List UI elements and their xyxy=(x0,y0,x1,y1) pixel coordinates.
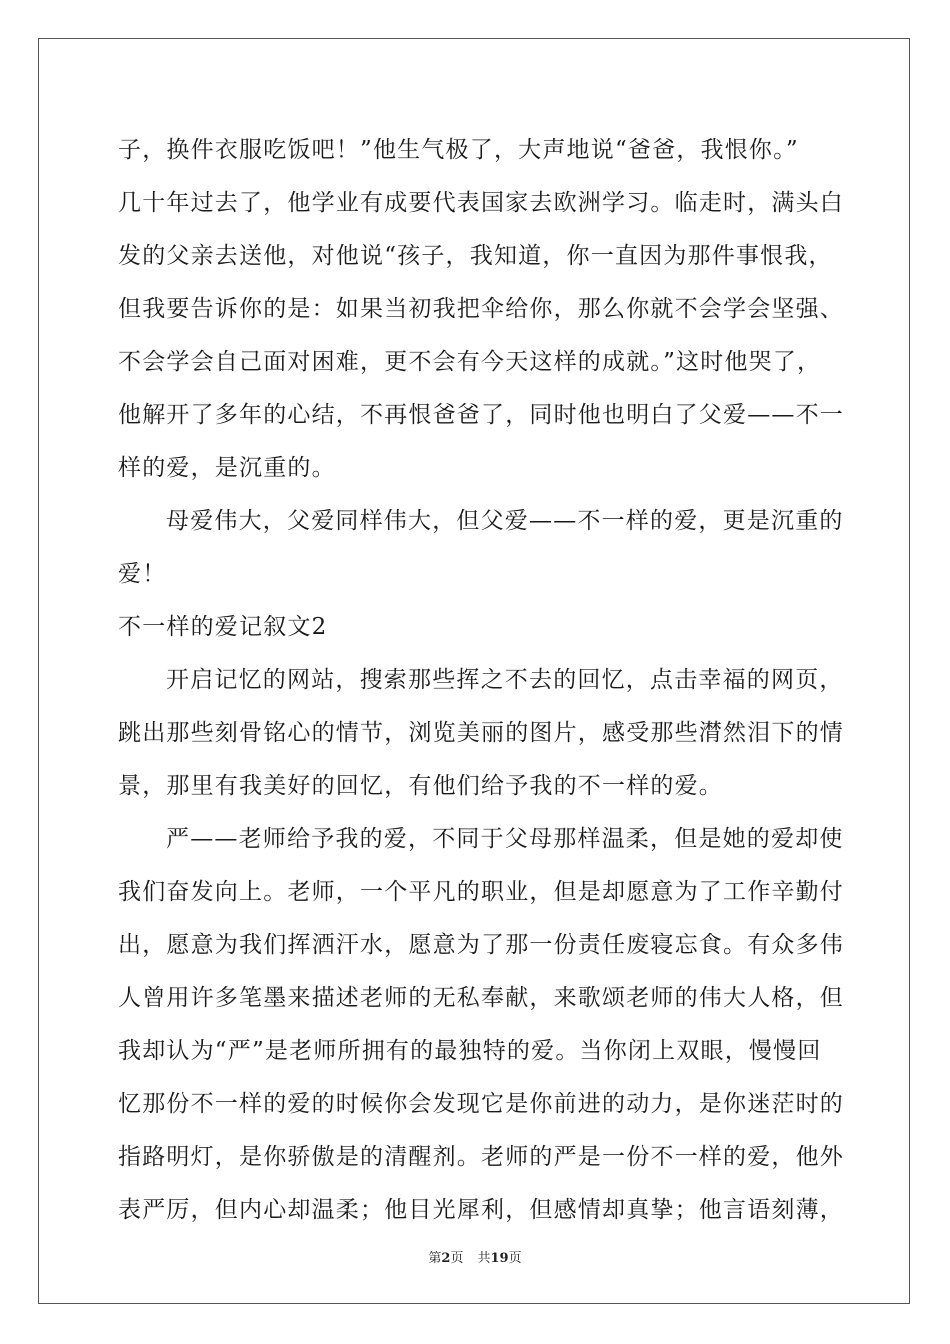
page-number: 2 xyxy=(441,1251,451,1266)
text-line: 人曾用许多笔墨来描述老师的无私奉献，来歌颂老师的伟大人格，但 xyxy=(118,985,844,1011)
text-line: 他解开了多年的心结，不再恨爸爸了，同时他也明白了父爱——不一 xyxy=(118,402,844,428)
text-line: 表严厉，但内心却温柔；他目光犀利，但感情却真挚；他言语刻薄， xyxy=(118,1197,844,1223)
text-line: 指路明灯，是你骄傲是的清醒剂。老师的严是一份不一样的爱，他外 xyxy=(118,1144,844,1170)
page-prefix: 第 xyxy=(428,1251,442,1266)
text-line: 景，那里有我美好的回忆，有他们给予我的不一样的爱。 xyxy=(118,773,723,799)
paragraph-start-line: 母爱伟大，父爱同样伟大，但父爱——不一样的爱，更是沉重的 xyxy=(166,508,844,534)
document-body xyxy=(118,124,844,1237)
text-line: 我们奋发向上。老师，一个平凡的职业，但是却愿意为了工作辛勤付 xyxy=(118,879,844,905)
text-line: 发的父亲去送他，对他说“孩子，我知道，你一直因为那件事恨我， xyxy=(118,243,833,269)
text-line: 爱！ xyxy=(118,561,167,587)
text-line: 几十年过去了，他学业有成要代表国家去欧洲学习。临走时，满头白 xyxy=(118,190,844,216)
paragraph-start-line: 严——老师给予我的爱，不同于父母那样温柔，但是她的爱却使 xyxy=(166,826,844,852)
text-line: 不会学会自己面对困难，更不会有今天这样的成就。”这时他哭了， xyxy=(118,349,822,375)
total-prefix: 共 xyxy=(477,1251,491,1266)
page-footer xyxy=(0,1247,950,1266)
text-line: 样的爱，是沉重的。 xyxy=(118,455,336,481)
total-pages: 19 xyxy=(490,1251,509,1266)
text-line: 我却认为“严”是老师所拥有的最独特的爱。当你闭上双眼，慢慢回 xyxy=(118,1038,822,1064)
text-line: 跳出那些刻骨铭心的情节，浏览美丽的图片，感受那些潸然泪下的情 xyxy=(118,720,844,746)
text-line: 忆那份不一样的爱的时候你会发现它是你前进的动力，是你迷茫时的 xyxy=(118,1091,844,1117)
text-line: 但我要告诉你的是：如果当初我把伞给你，那么你就不会学会坚强、 xyxy=(118,296,844,322)
page-suffix: 页 xyxy=(450,1251,464,1266)
text-line: 子，换件衣服吃饭吧！”他生气极了，大声地说“爸爸，我恨你。” xyxy=(118,137,799,163)
paragraph-start-line: 开启记忆的网站，搜索那些挥之不去的回忆，点击幸福的网页， xyxy=(166,667,844,693)
section-heading: 不一样的爱记叙文2 xyxy=(118,614,328,640)
total-suffix: 页 xyxy=(508,1251,522,1266)
text-line: 出，愿意为我们挥洒汗水，愿意为了那一份责任废寝忘食。有众多伟 xyxy=(118,932,844,958)
